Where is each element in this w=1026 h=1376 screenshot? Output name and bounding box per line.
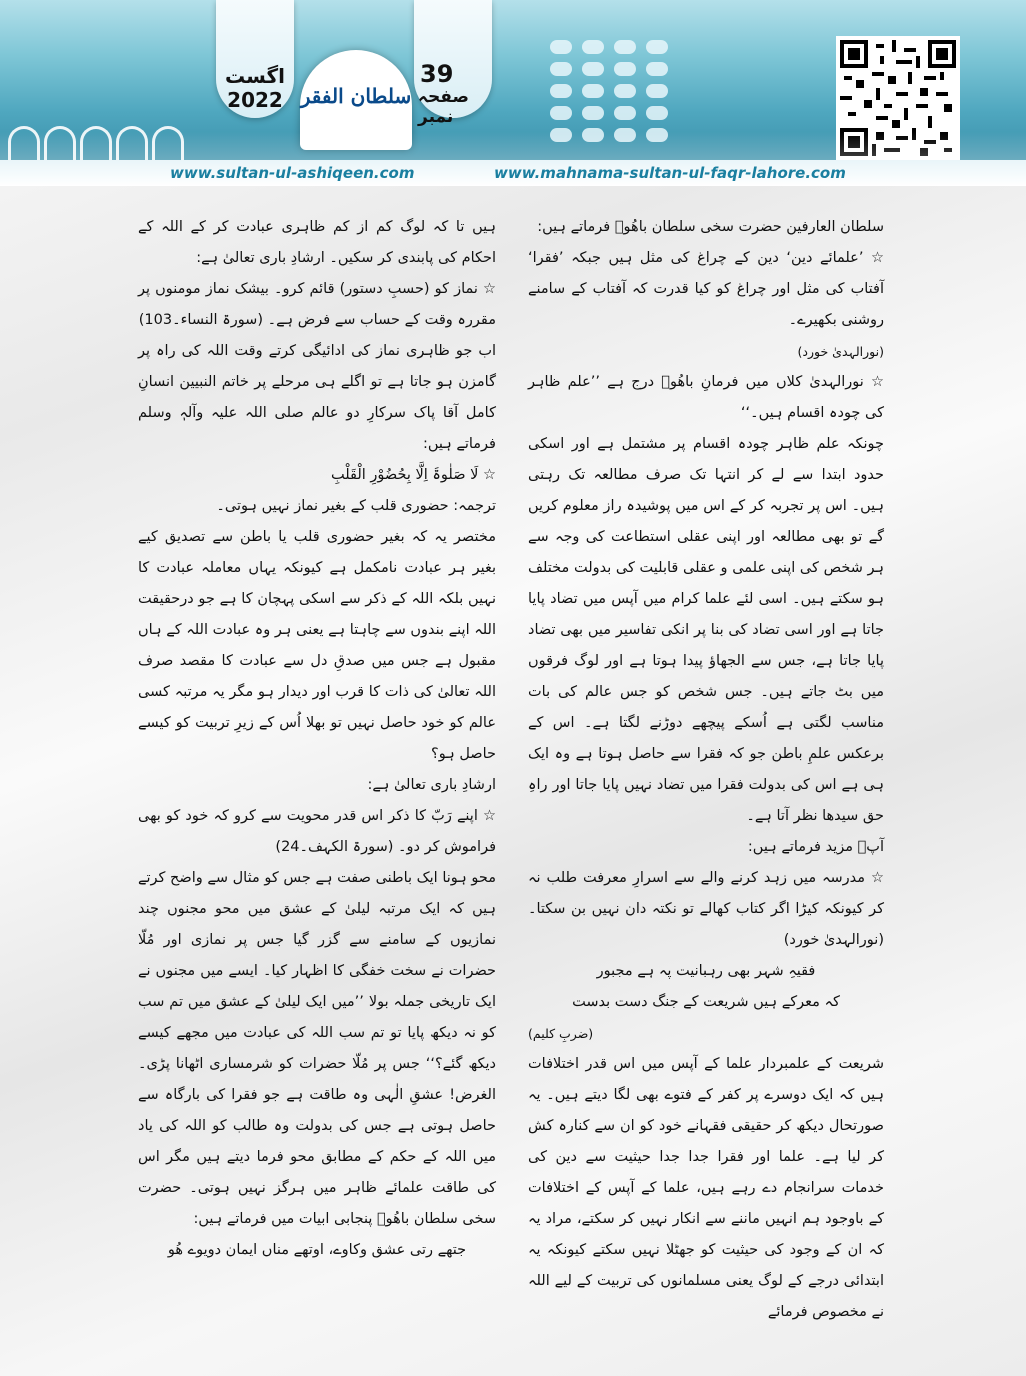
quote: ☆ ’علمائے دین‘ دین کے چراغ کی مثل ہیں جبکہ ’فقرا‘ آفتاب کی مثل اور چراغ کو کیا قدرت کہ آفتاب کے سامنے روشنی بکھیرے۔ [528,250,884,328]
verse-line: جتھے رتی عشق وکاوے، اوتھے مناں ایمان دویوے ھُو [167,1242,467,1258]
quote: ☆ اپنے رَبّ کا ذکر اس قدر محویت سے کرو کہ خود کو بھی فراموش کر دو۔ (سورۃ الکہف۔24) [138,808,496,855]
right-text-column [528,212,884,1328]
quote: ☆ نورالہدیٰ کلاں میں فرمانِ باھُوؒ درج ہے ’’علم ظاہر کی چودہ اقسام ہیں۔‘‘ [528,374,884,421]
page-header [0,0,1026,160]
website-link-mahnama[interactable]: www.mahnama-sultan-ul-faqr-lahore.com [494,164,846,182]
paragraph: اب جو ظاہری نماز کی ادائیگی کرتے وقت اللہ کی راہ پر گامزن ہو جاتا ہے تو اگلے ہی مرحلے پر خاتم النبیین انسانِ کامل آقا پاک سرکارِ دو عالم صلی اللہ علیہ وآلہٖ وسلم فرماتے ہیں: [138,343,496,452]
verse-line: فقیہِ شہر بھی رہبانیت پہ ہے مجبور [596,963,816,979]
paragraph: سلطان العارفین حضرت سخی سلطان باھُوؒ فرماتے ہیں: [537,219,884,235]
paragraph: ہیں تا کہ لوگ کم از کم ظاہری عبادت کر کے اللہ کے احکام کی پابندی کر سکیں۔ ارشادِ باری تعالیٰ ہے: [138,219,496,266]
translation: ترجمہ: حضوری قلب کے بغیر نماز نہیں ہوتی۔ [216,498,496,514]
page-number-label: صفحہ نمبر [418,87,469,127]
magazine-name: سلطان الفقر [300,84,412,108]
website-link-ashiqeen[interactable]: www.sultan-ul-ashiqeen.com [170,164,415,182]
quote: ☆ مدرسہ میں زہد کرنے والے سے اسرارِ معرفت طلب نہ کر کیونکہ کیڑا اگر کتاب کھالے تو نکتہ دان نہیں بن سکتا۔ (نورالہدیٰ خورد) [528,870,884,948]
citation: (ضربِ کلیم) [528,1026,594,1041]
citation: (نورالہدیٰ خورد) [797,344,884,359]
qr-code[interactable] [836,36,960,160]
paragraph: چونکہ علم ظاہر چودہ اقسام پر مشتمل ہے اور اسکی حدود ابتدا سے لے کر انتہا تک صرف مطالعہ تک رہتی ہیں۔ اس پر تجربہ کر کے اس میں پوشیدہ راز معلوم کریں گے تو بھی مطالعہ اور اپنی عقلی استطاعت کی وجہ سے ہر شخص کی اپنی علمی و عقلی قابلیت کی بدولت مختلف ہو سکتے ہیں۔ اسی لئے علما کرام میں آپس میں تضاد پایا جاتا ہے اور اسی تضاد کی بنا پر انکی تفاسیر میں بھی تضاد پایا جاتا ہے، جس سے الجھاؤ پیدا ہوتا ہے اور لوگ فرقوں میں بٹ جاتے ہیں۔ جس شخص کو جس عالم کی بات مناسب لگتی ہے اُسکے پیچھے دوڑنے لگتا ہے۔ اس کے برعکس علمِ باطن جو کہ فقرا سے حاصل ہوتا ہے وہ ایک ہی ہے اس کی بدولت فقرا میں تضاد نہیں پایا جاتا اور راہِ حق سیدھا نظر آتا ہے۔ [528,436,884,824]
paragraph: ارشادِ باری تعالیٰ ہے: [367,777,496,793]
left-text-column [138,212,496,1266]
paragraph: آپؒ مزید فرماتے ہیں: [747,839,884,855]
magazine-logo [300,50,412,150]
paragraph: شریعت کے علمبردار علما کے آپس میں اس قدر اختلافات ہیں کہ ایک دوسرے پر کفر کے فتوے بھی لگا دیتے ہیں۔ یہ صورتحال دیکھ کر حقیقی فقہانے خود کو ان سے کنارہ کش کر لیا ہے۔ علما اور فقرا جدا جدا حیثیت سے دین کی خدمات سرانجام دے رہے ہیں، علما کے آپس کے اختلافات کے باوجود ہم انہیں ماننے سے انکار نہیں کر سکتے، مراد یہ کہ ان کے وجود کی حیثیت کو جھٹلا نہیں سکتے کیونکہ یہ ابتدائی درجے کے لوگ یعنی مسلمانوں کی تربیت کے لیے اللہ نے مخصوص فرمائے [528,1056,884,1320]
qr-code-icon [840,40,956,156]
issue-month: اگست [224,64,285,88]
hadith: ☆ لَا صَلٰوۃَ اِلَّا بِحُضُوْرِ الْقَلْبِ [331,467,496,483]
verse-line: کہ معرکے ہیں شریعت کے جنگ دست بدست [572,994,840,1010]
page-number: 39 [420,60,454,88]
paragraph: مختصر یہ کہ بغیر حضوری قلب یا باطن سے تصدیق کیے بغیر ہر عبادت نامکمل ہے کیونکہ یہاں معاملہ عبادت کا نہیں بلکہ اللہ کے ذکر سے اسکی پہچان کا ہے جو درحقیقت اللہ اپنے بندوں سے چاہتا ہے یعنی ہر وہ عبادت اللہ کے ہاں مقبول ہے جس میں صدقِ دل سے عبادت کا مقصد صرف اللہ تعالیٰ کی ذات کا قرب اور دیدار ہو مگر یہ مرتبہ کسی عالم کو خود حاصل نہیں تو بھلا اُس کے زیرِ تربیت کو کیسے حاصل ہو؟ [138,529,496,762]
paragraph: محو ہونا ایک باطنی صفت ہے جس کو مثال سے واضح کرتے ہیں کہ ایک مرتبہ لیلیٰ کے عشق میں محو مجنوں چند نمازیوں کے سامنے سے گزر گیا جس پر نمازی اور مُلّا حضرات نے سخت خفگی کا اظہار کیا۔ ایسے میں مجنوں نے ایک تاریخی جملہ بولا ’’میں ایک لیلیٰ کے عشق میں تم سب کو نہ دیکھ پایا تو تم سب اللہ کی عبادت میں مجھے کیسے دیکھ گئے؟‘‘ جس پر مُلّا حضرات کو شرمساری اٹھانا پڑی۔ الغرض! عشقِ الٰہی وہ طاقت ہے جو فقرا کی بارگاہ سے حاصل ہوتی ہے جس کی بدولت وہ طالب کو اللہ کی یاد میں اللہ کے حکم کے مطابق محو فرما دیتے ہیں مگر اس کی طاقت علمائے ظاہر میں ہرگز نہیں ہوتی۔ حضرت سخی سلطان باھُوؒ پنجابی ابیات میں فرماتے ہیں: [138,870,496,1227]
issue-year: 2022 [227,88,283,112]
quote: ☆ نماز کو (حسبِ دستور) قائم کرو۔ بیشک نماز مومنوں پر مقررہ وقت کے حساب سے فرض ہے۔ (سورۃ النساء۔103) [138,281,496,328]
